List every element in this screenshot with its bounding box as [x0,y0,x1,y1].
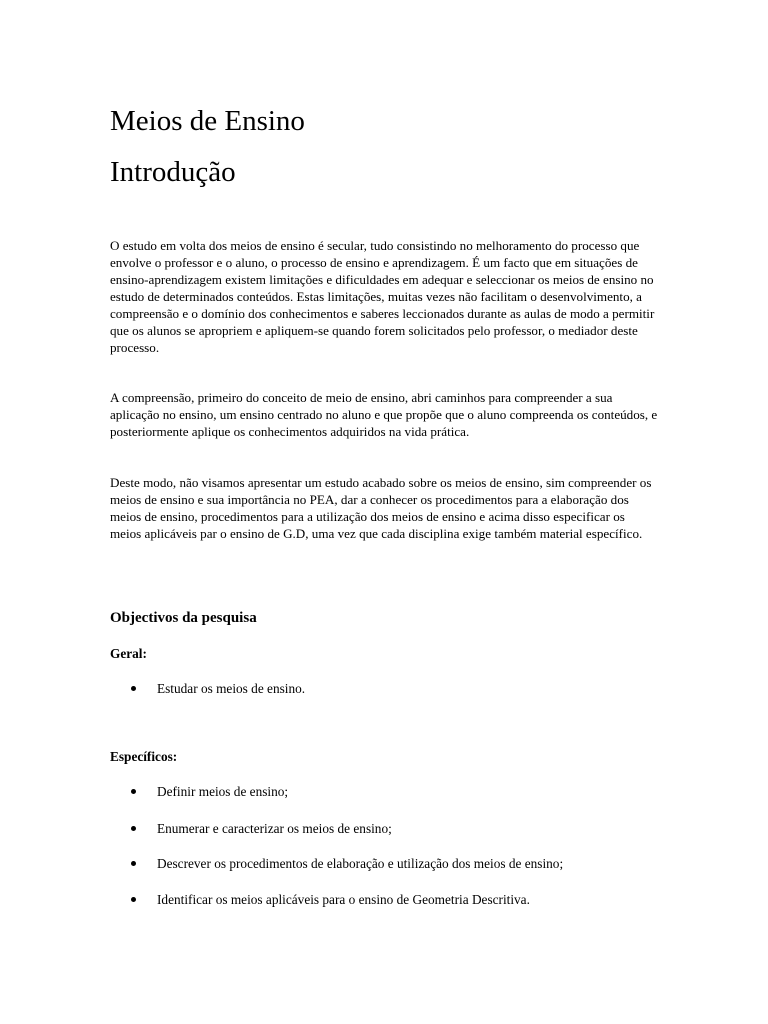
intro-paragraph-2: A compreensão, primeiro do conceito de meio de ensino, abri caminhos para compreender a sua aplicação no ensino, um ensino centrado no aluno e que propõe que o aluno compreenda os conteúdos, e posteriormente aplique os conhecimentos adquiridos na vida prática. [110,390,658,439]
introduction-heading: Introdução [110,156,236,188]
list-item-text: Descrever os procedimentos de elaboração e utilização dos meios de ensino; [157,856,564,871]
list-item-text: Enumerar e caracterizar os meios de ensino; [157,821,392,836]
bullet-icon [131,897,136,902]
specific-objectives-heading: Específicos: [110,749,178,764]
bullet-icon [131,826,136,831]
bullet-icon [131,789,136,794]
bullet-icon [131,861,136,866]
bullet-icon [131,686,136,691]
general-objective-heading: Geral: [110,646,147,661]
document-title: Meios de Ensino [110,105,305,137]
intro-paragraph-1: O estudo em volta dos meios de ensino é secular, tudo consistindo no melhoramento do processo que envolve o professor e o aluno, o processo de ensino e aprendizagem. É um facto que em situações de ensino-aprendizagem existem limitações e dificuldades em adequar e seleccionar os meios de ensino no estudo de determinados conteúdos. Estas limitações, muitas vezes não facilitam o desenvolvimento, a compreensão e o domínio dos conhecimentos e saberes leccionados durante as aulas de modo a permitir que os alunos se apropriem e apliquem-se quando forem solicitados pelo professor, o mediador deste processo. [110,238,655,355]
list-item-text: Identificar os meios aplicáveis para o ensino de Geometria Descritiva. [157,892,530,907]
intro-paragraph-3: Deste modo, não visamos apresentar um estudo acabado sobre os meios de ensino, sim compreender os meios de ensino e sua importância no PEA, dar a conhecer os procedimentos para a elaboração dos meios de ensino, procedimentos para a utilização dos meios de ensino e acima disso especificar os meios aplicáveis par o ensino de G.D, uma vez que cada disciplina exige também material específico. [110,475,652,541]
list-item-text: Estudar os meios de ensino. [157,681,306,696]
objectives-heading: Objectivos da pesquisa [110,610,257,626]
list-item-text: Definir meios de ensino; [157,784,289,799]
